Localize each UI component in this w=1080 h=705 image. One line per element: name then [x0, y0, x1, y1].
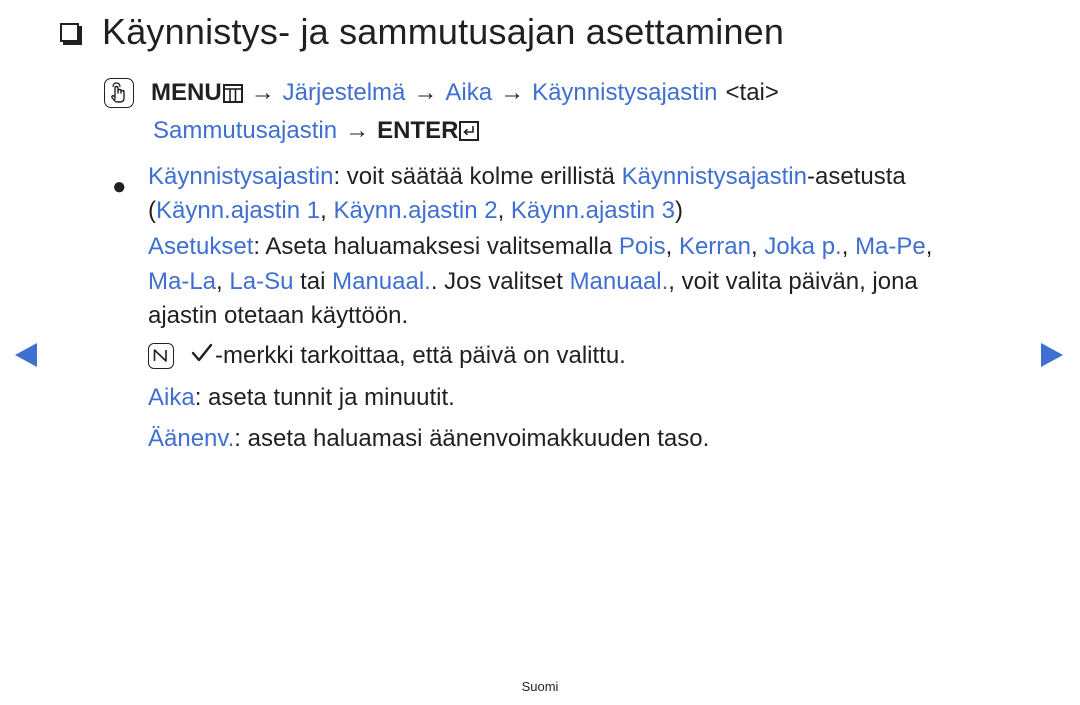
bullet-text: : voit säätää kolme erillistä	[333, 163, 622, 190]
option-ma-pe: Ma-Pe	[855, 233, 926, 260]
aika-line	[148, 381, 455, 415]
comma: ,	[750, 233, 765, 260]
note-icon	[148, 343, 174, 369]
paren-close: )	[675, 197, 684, 224]
arrow-separator: →	[345, 117, 370, 144]
timer-2: Käynn.ajastin 2	[333, 197, 498, 224]
comma: ,	[925, 233, 933, 260]
timer-1: Käynn.ajastin 1	[156, 197, 321, 224]
option-manuaal-2: Manuaal.	[569, 268, 669, 295]
option-manuaal: Manuaal.	[332, 268, 431, 295]
enter-icon	[459, 121, 479, 141]
timer-3: Käynn.ajastin 3	[510, 197, 676, 224]
page-title-row	[60, 8, 784, 56]
aika-text: : aseta tunnit ja minuutit.	[194, 384, 455, 411]
settings-text-2: . Jos valitset	[430, 268, 570, 295]
bullet-dot: ●	[112, 173, 127, 200]
arrow-separator: →	[250, 79, 275, 106]
arrow-separator: →	[413, 79, 438, 106]
comma: ,	[320, 197, 334, 224]
menu-step-kaynnistysajastin[interactable]: Käynnistysajastin	[532, 79, 718, 106]
or-word: tai	[293, 268, 333, 295]
comma: ,	[841, 233, 856, 260]
settings-text-3: , voit valita päivän, jona	[668, 268, 918, 295]
option-kerran: Kerran	[678, 233, 751, 260]
volume-line	[148, 422, 709, 456]
term-kaynnistysajastin: Käynnistysajastin	[148, 163, 334, 190]
enter-label: ENTER	[377, 117, 459, 144]
menu-path-line-2	[153, 114, 479, 148]
menu-step-jarjestelma[interactable]: Järjestelmä	[282, 79, 406, 106]
bullet-text-suffix: -asetusta	[807, 163, 906, 190]
option-ma-la: Ma-La	[148, 268, 217, 295]
or-text: <tai>	[725, 79, 779, 106]
settings-line-2	[148, 265, 918, 299]
menu-step-aika[interactable]: Aika	[445, 79, 493, 106]
term-aika: Aika	[148, 384, 195, 411]
hand-remote-icon	[104, 78, 134, 108]
menu-path-line-1	[104, 76, 779, 110]
paren-open: (	[148, 197, 156, 224]
volume-text: : aseta haluamasi äänenvoimakkuuden taso.	[234, 425, 710, 452]
term-asetukset: Asetukset	[148, 233, 254, 260]
note-line	[148, 339, 626, 373]
option-la-su: La-Su	[229, 268, 294, 295]
comma: ,	[497, 197, 511, 224]
menu-label: MENU	[151, 79, 222, 106]
settings-line-3: ajastin otetaan käyttöön.	[148, 302, 409, 329]
note-text: -merkki tarkoittaa, että päivä on valittu.	[215, 342, 626, 369]
comma: ,	[665, 233, 679, 260]
page-title: Käynnistys- ja sammutusajan asettaminen	[102, 11, 785, 52]
menu-icon	[223, 84, 243, 103]
term-aanenv: Äänenv.	[148, 425, 235, 452]
footer-language: Suomi	[521, 679, 559, 694]
option-pois: Pois	[618, 233, 666, 260]
bullet-line-2	[148, 194, 683, 228]
comma: ,	[216, 268, 230, 295]
check-icon	[191, 339, 213, 373]
settings-text: : Aseta haluamaksesi valitsemalla	[253, 233, 619, 260]
bullet-line-1	[148, 160, 906, 194]
menu-step-sammutusajastin[interactable]: Sammutusajastin	[153, 117, 338, 144]
checkbox-square-icon	[60, 23, 79, 42]
right-triangle-icon[interactable]	[1041, 343, 1063, 367]
left-triangle-icon[interactable]	[15, 343, 37, 367]
option-joka-p: Joka p.	[764, 233, 842, 260]
arrow-separator: →	[500, 79, 525, 106]
term-kaynnistysajastin-2: Käynnistysajastin	[621, 163, 807, 190]
settings-line-1	[148, 230, 932, 264]
